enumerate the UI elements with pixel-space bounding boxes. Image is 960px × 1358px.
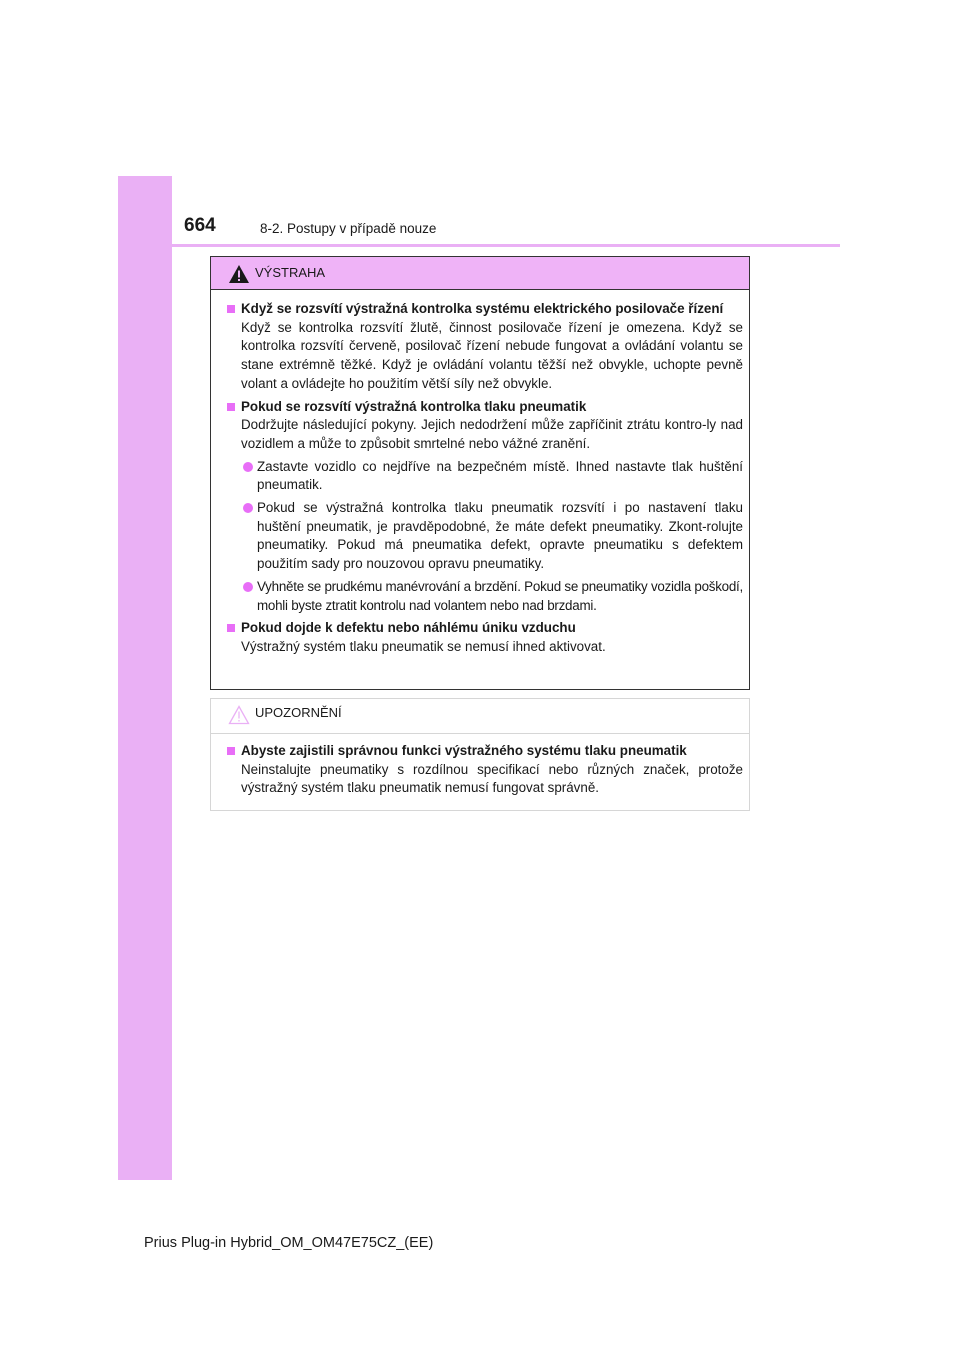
square-bullet-icon: [227, 624, 235, 632]
caution-box: [210, 698, 750, 811]
warning-item-text: Když se kontrolka rozsvítí žlutě, činnost posilovače řízení je omezena. Když se kontrolka rozsvítí červeně, posilovač řízení nebude fungovat a ovládání volantu se stane extrémně těžké. Když je ovládání volantu těžší než obvykle, uchopte pevně volant a ovládejte ho použitím větší síly než obvykle.: [241, 319, 743, 391]
warning-triangle-icon: [228, 264, 250, 284]
chapter-sidebar-tab: [118, 176, 172, 1180]
square-bullet-icon: [227, 305, 235, 313]
list-item: Zastavte vozidlo co nejdříve na bezpečném místě. Ihned nastavte tlak huštění pneumatik.: [227, 458, 743, 495]
list-item: Pokud se výstražná kontrolka tlaku pneumatik rozsvítí i po nastavení tlaku huštění pneumatik, je pravděpodobné, že máte defekt pneumatiky. Zkont-rolujte pneumatiky. Pokud má pneumatika defekt, opravte pneumatiku s defektem použitím sady pro nouzovou opravu pneumatiky.: [227, 499, 743, 574]
warning-box: [210, 256, 750, 690]
footer-doc-id: Prius Plug-in Hybrid_OM_OM47E75CZ_(EE): [144, 1235, 434, 1251]
page-header: [118, 215, 840, 245]
circle-bullet-icon: [243, 582, 253, 592]
warning-item-text: Výstražný systém tlaku pneumatik se nemusí ihned aktivovat.: [241, 638, 606, 654]
caution-header: [211, 699, 749, 734]
header-divider: [118, 244, 840, 247]
warning-item-text: Dodržujte následující pokyny. Jejich nedodržení může zapříčinit ztrátu kontro-ly nad vozidlem a může to způsobit smrtelné nebo vážné zranění.: [241, 417, 743, 451]
circle-bullet-icon: [243, 462, 253, 472]
caution-title: UPOZORNĚNÍ: [255, 705, 342, 720]
circle-bullet-icon: [243, 503, 253, 513]
warning-content: [227, 300, 743, 661]
warning-header: [211, 257, 749, 290]
warning-item-heading: Když se rozsvítí výstražná kontrolka systému elektrického posilovače řízení: [227, 300, 743, 319]
warning-title: VÝSTRAHA: [255, 265, 326, 280]
caution-heading: Abyste zajistili správnou funkci výstražného systému tlaku pneumatik: [227, 742, 743, 761]
caution-text: Neinstalujte pneumatiky s rozdílnou specifikací nebo různých značek, protože výstražný systém tlaku pneumatik nemusí fungovat správně.: [241, 761, 743, 796]
caution-triangle-icon: [228, 705, 250, 725]
warning-item-heading: Pokud se rozsvítí výstražná kontrolka tlaku pneumatik: [227, 398, 743, 417]
list-item: Vyhněte se prudkému manévrování a brzdění. Pokud se pneumatiky vozidla poškodí, mohli byste ztratit kontrolu nad volantem nebo nad brzdami.: [227, 578, 743, 615]
page-number: 664: [184, 215, 216, 236]
caution-content: [227, 742, 743, 802]
square-bullet-icon: [227, 747, 235, 755]
section-title: 8-2. Postupy v případě nouze: [260, 221, 437, 236]
warning-item-heading: Pokud dojde k defektu nebo náhlému úniku vzduchu: [227, 619, 743, 638]
square-bullet-icon: [227, 403, 235, 411]
